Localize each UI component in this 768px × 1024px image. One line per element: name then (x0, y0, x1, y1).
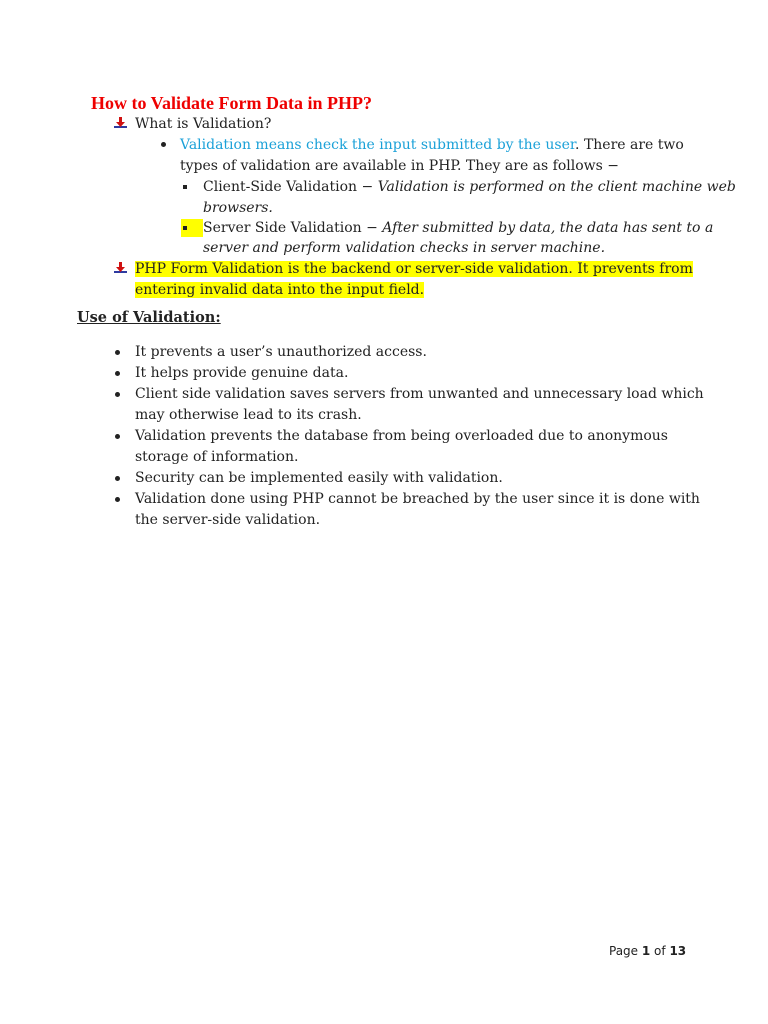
bullet-dot-icon (115, 350, 120, 355)
server-side-description-2: server and perform validation checks in server machine. (203, 240, 606, 256)
list-item-continued: storage of information. (135, 449, 299, 465)
of-label: of (650, 944, 670, 958)
list-item: It helps provide genuine data. (135, 365, 349, 381)
definition-line-1 (180, 135, 684, 156)
arrow-bullet-icon (114, 117, 127, 130)
section-heading: Use of Validation: (77, 309, 221, 326)
list-item: It prevents a user’s unauthorized access. (135, 344, 427, 360)
bullet-dot-icon (115, 434, 120, 439)
bullet-dot-icon (115, 476, 120, 481)
php-validation-text-1: PHP Form Validation is the backend or server-side validation. It prevents from (135, 261, 693, 277)
bullet-dot-icon (161, 142, 166, 147)
bullet-dot-icon (115, 371, 120, 376)
server-side-label: Server Side Validation − (203, 220, 383, 236)
list-item: Validation done using PHP cannot be breached by the user since it is done with (135, 491, 700, 507)
question-what-is-validation: What is Validation? (135, 116, 272, 132)
client-side-description-2: browsers. (203, 200, 273, 216)
definition-highlight-text: Validation means check the input submitted by the user (180, 137, 576, 153)
bullet-dot-icon (115, 497, 120, 502)
php-validation-line-2 (135, 280, 424, 301)
definition-line-2: types of validation are available in PHP. They are as follows − (180, 158, 620, 174)
bullet-square-icon (183, 226, 187, 230)
current-page: 1 (641, 944, 651, 958)
total-pages: 13 (669, 944, 687, 958)
php-validation-text-2: entering invalid data into the input field. (135, 282, 425, 298)
server-side-description: After submitted by data, the data has sent to a (382, 220, 714, 236)
bullet-dot-icon (115, 392, 120, 397)
server-side-item (203, 218, 713, 239)
php-validation-line-1 (135, 259, 693, 280)
page-number (609, 944, 686, 958)
list-item-continued: may otherwise lead to its crash. (135, 407, 362, 423)
client-side-item (203, 177, 736, 198)
list-item: Validation prevents the database from being overloaded due to anonymous (135, 428, 668, 444)
list-item: Client side validation saves servers from unwanted and unnecessary load which (135, 386, 704, 402)
arrow-bullet-icon (114, 262, 127, 275)
client-side-label: Client-Side Validation − (203, 179, 378, 195)
list-item: Security can be implemented easily with validation. (135, 470, 503, 486)
definition-text: . There are two (575, 137, 684, 153)
list-item-continued: the server-side validation. (135, 512, 321, 528)
document-title: How to Validate Form Data in PHP? (91, 93, 372, 113)
page-label: Page (609, 944, 642, 958)
client-side-description: Validation is performed on the client machine web (377, 179, 736, 195)
bullet-square-icon (183, 185, 187, 189)
